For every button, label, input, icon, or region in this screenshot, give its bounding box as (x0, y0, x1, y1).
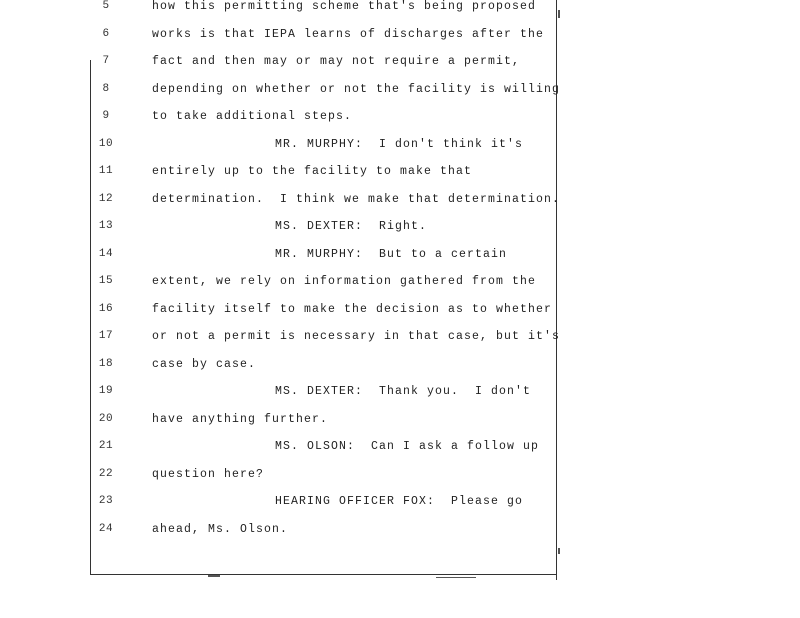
line-text: to take additional steps. (152, 110, 353, 123)
scan-mark (436, 577, 476, 578)
line-number: 10 (98, 137, 114, 150)
transcript-line (0, 330, 800, 348)
transcript-line (0, 248, 800, 266)
line-text: how this permitting scheme that's being proposed (152, 0, 537, 13)
transcript-line (0, 193, 800, 211)
line-number: 6 (102, 27, 110, 40)
transcript-line (0, 440, 800, 458)
transcript-line (0, 303, 800, 321)
transcript-line (0, 523, 800, 541)
line-text: works is that IEPA learns of discharges after the (152, 27, 545, 41)
line-text: extent, we rely on information gathered from the (152, 275, 537, 288)
transcript-line (0, 385, 800, 403)
transcript-line (0, 495, 800, 513)
transcript-line (0, 413, 800, 431)
line-number: 13 (98, 220, 114, 232)
line-number: 11 (98, 165, 114, 177)
line-number: 15 (98, 275, 114, 287)
line-text: HEARING OFFICER FOX: Please go (275, 495, 524, 508)
transcript-line (0, 275, 800, 293)
transcript-line (0, 138, 800, 156)
line-number: 21 (98, 440, 114, 452)
line-text: MS. OLSON: Can I ask a follow up (275, 440, 540, 453)
transcript-line (0, 468, 800, 486)
transcript-line (0, 220, 800, 238)
line-text: determination. I think we make that determination. (152, 192, 561, 206)
scan-mark (208, 575, 220, 577)
line-number: 8 (102, 82, 110, 95)
line-number: 23 (98, 495, 114, 507)
line-text: MS. DEXTER: Thank you. I don't (275, 385, 532, 398)
transcript-line (0, 165, 800, 183)
transcript-line (0, 0, 800, 18)
transcript-line (0, 83, 800, 101)
transcript-line (0, 358, 800, 376)
line-number: 12 (98, 192, 114, 205)
line-number: 16 (98, 302, 114, 315)
line-number: 9 (102, 110, 110, 122)
line-text: have anything further. (152, 412, 329, 426)
line-number: 20 (98, 412, 114, 425)
line-number: 17 (98, 330, 114, 342)
line-text: MR. MURPHY: I don't think it's (275, 137, 524, 151)
line-text: question here? (152, 467, 265, 481)
line-number: 5 (102, 0, 110, 12)
line-number: 14 (98, 247, 114, 260)
line-text: MR. MURPHY: But to a certain (275, 247, 508, 261)
line-text: facility itself to make the decision as to whether (152, 302, 553, 316)
transcript-line (0, 110, 800, 128)
line-text: or not a permit is necessary in that case, but it's (152, 330, 561, 343)
transcript-line (0, 28, 800, 46)
scan-mark (558, 548, 560, 554)
line-number: 24 (98, 522, 114, 535)
bottom-border (90, 574, 557, 575)
line-text: case by case. (152, 357, 257, 371)
line-number: 22 (98, 467, 114, 480)
line-text: depending on whether or not the facility is willing (152, 82, 561, 96)
line-text: fact and then may or may not require a permit, (152, 55, 521, 68)
line-text: ahead, Ms. Olson. (152, 522, 289, 536)
transcript-line (0, 55, 800, 73)
line-number: 19 (98, 385, 114, 397)
line-number: 18 (98, 357, 114, 370)
line-text: entirely up to the facility to make that (152, 165, 473, 178)
line-number: 7 (102, 55, 110, 67)
line-text: MS. DEXTER: Right. (275, 220, 428, 233)
